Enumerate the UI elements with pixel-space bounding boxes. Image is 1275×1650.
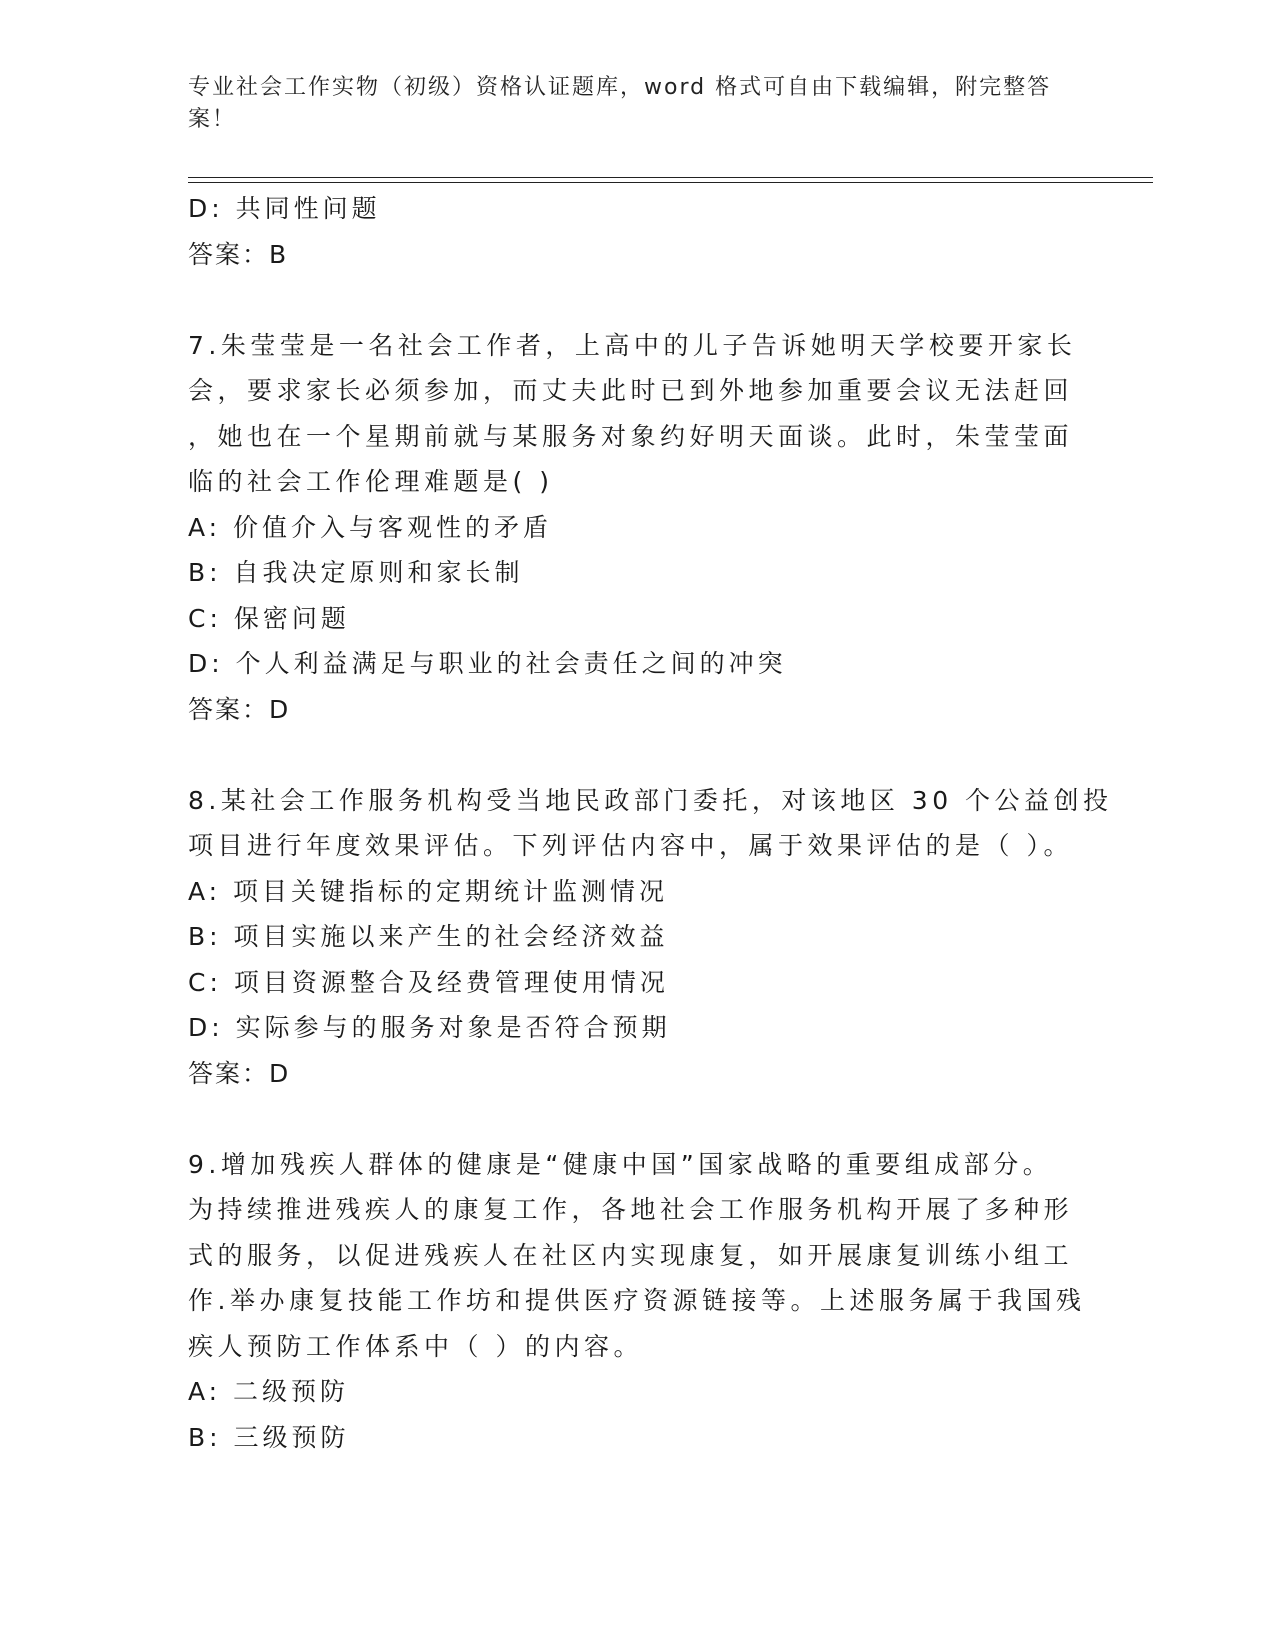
question-8-option-c: C: 项目资源整合及经费管理使用情况 xyxy=(188,967,669,997)
question-9-line: 疾人预防工作体系中（ ）的内容。 xyxy=(188,1331,643,1361)
question-8-option-b: B: 项目实施以来产生的社会经济效益 xyxy=(188,922,669,951)
question-7-line: ，她也在一个星期前就与某服务对象约好明天面谈。此时，朱莹莹面 xyxy=(188,421,1074,451)
question-9-option-a: A: 二级预防 xyxy=(188,1377,350,1406)
question-7-line: 会，要求家长必须参加，而丈夫此时已到外地参加重要会议无法赶回 xyxy=(188,376,1074,405)
question-7 xyxy=(188,323,1088,505)
header-rule-bottom xyxy=(188,182,1153,183)
question-9-line: 为持续推进残疾人的康复工作，各地社会工作服务机构开展了多种形 xyxy=(188,1195,1074,1224)
question-9 xyxy=(188,1142,1088,1370)
page-header xyxy=(188,72,1068,136)
question-8-option-a: A: 项目关键指标的定期统计监测情况 xyxy=(188,876,669,906)
question-7-option-b: B: 自我决定原则和家长制 xyxy=(188,558,524,587)
prev-answer: 答案：B xyxy=(188,239,289,269)
question-9-option-b: B: 三级预防 xyxy=(188,1422,350,1452)
question-7-option-c: C: 保密问题 xyxy=(188,603,350,633)
question-7-option-a: A: 价值介入与客观性的矛盾 xyxy=(188,512,553,542)
question-9-line: 9.增加残疾人群体的健康是“健康中国”国家战略的重要组成部分。 xyxy=(188,1149,1053,1179)
question-8-option-d: D: 实际参与的服务对象是否符合预期 xyxy=(188,1013,671,1042)
question-content xyxy=(188,186,1113,1460)
question-8-line: 8.某社会工作服务机构受当地民政部门委托，对该地区 30 个公益创投 xyxy=(188,785,1113,815)
spacer xyxy=(188,1096,1088,1142)
question-9-line: 作.举办康复技能工作坊和提供医疗资源链接等。上述服务属于我国残 xyxy=(188,1286,1086,1315)
header-line-1: 专业社会工作实物（初级）资格认证题库，word 格式可自由下载编辑，附完整答 xyxy=(188,75,1052,100)
question-7-answer: 答案：D xyxy=(188,694,291,724)
question-7-option-d: D: 个人利益满足与职业的社会责任之间的冲突 xyxy=(188,649,787,678)
question-8-line: 项目进行年度效果评估。下列评估内容中，属于效果评估的是（ ）。 xyxy=(188,831,1073,860)
prev-option-d: D: 共同性问题 xyxy=(188,194,381,223)
question-8 xyxy=(188,778,1113,869)
question-8-answer: 答案：D xyxy=(188,1058,291,1088)
question-7-line: 临的社会工作伦理难题是( ) xyxy=(188,467,554,496)
header-rule-top xyxy=(188,177,1153,178)
header-line-2: 案！ xyxy=(188,107,237,132)
question-7-line: 7.朱莹莹是一名社会工作者，上高中的儿子告诉她明天学校要开家长 xyxy=(188,330,1077,360)
spacer xyxy=(188,277,1088,323)
question-9-line: 式的服务，以促进残疾人在社区内实现康复，如开展康复训练小组工 xyxy=(188,1240,1074,1270)
spacer xyxy=(188,732,1088,778)
